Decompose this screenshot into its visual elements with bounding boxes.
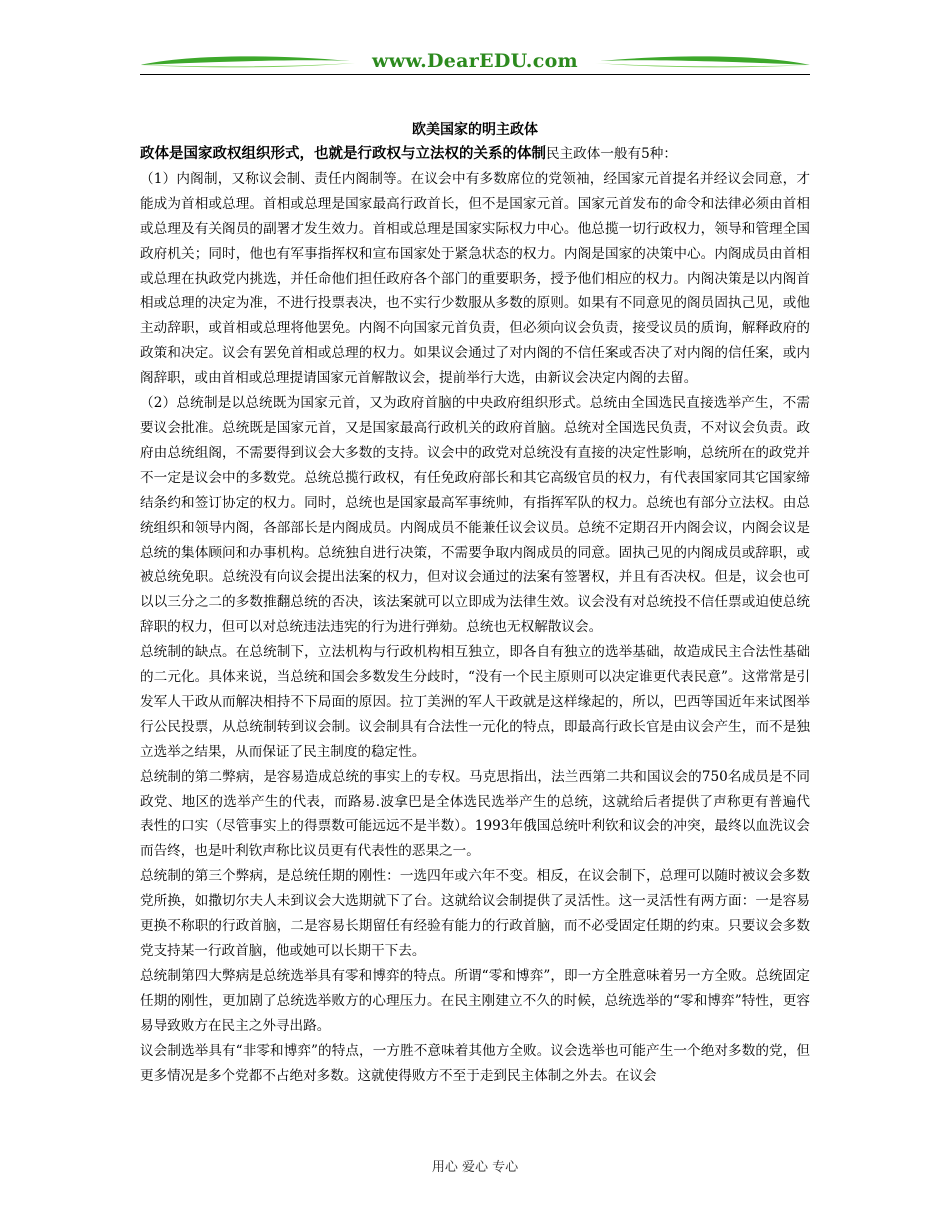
document-body: [140, 118, 810, 1088]
document-title: 欧美国家的明主政体: [412, 122, 538, 138]
header-divider: [140, 74, 810, 75]
paragraph-parliamentary-election: 议会制选举具有“非零和博弈”的特点，一方胜不意味着其他方全败。议会选举也可能产生一个绝对多数的党，但更多情况是多个党都不占绝对多数。这就使得败方不至于走到民主体制之外去。在议会: [140, 1042, 810, 1084]
site-header-banner: [140, 44, 810, 78]
paragraph-cabinet-system: （1）内阁制，又称议会制、责任内阁制等。在议会中有多数席位的党领袖，经国家元首提名并经议会同意，才能成为首相或总理。首相或总理是国家最高行政首长，但不是国家元首。国家元首发布的命令和法律必须由首相或总理及有关阁员的副署才发生效力。首相或总理是国家实际权力中心。他总揽一切行政权力，领导和管理全国政府机关；同时，他也有军事指挥权和宣布国家处于紧急状态的权力。内阁是国家的决策中心。内阁成员由首相或总理在执政党内挑选，并任命他们担任政府各个部门的重要职务，授予他们相应的权力。内阁决策是以内阁首相或总理的决定为准，不进行投票表决，也不实行少数服从多数的原则。如果有不同意见的阁员固执己见，或他主动辞职，或首相或总理将他罢免。内阁不向国家元首负责，但必须向议会负责，接受议员的质询，解释政府的政策和决定。议会有罢免首相或总理的权力。如果议会通过了对内阁的不信任案或否决了对内阁的信任案，或内阁辞职，或由首相或总理提请国家元首解散议会，提前举行大选，由新议会决定内阁的去留。: [140, 170, 810, 387]
lead-rest-text: 民主政体一般有5种：: [546, 146, 677, 162]
lead-bold-text: 政体是国家政权组织形式，也就是行政权与立法权的关系的体制: [140, 145, 546, 162]
paragraph-presidential-drawback-3: 总统制的第三个弊病，是总统任期的刚性：一选四年或六年不变。相反，在议会制下，总理可以随时被议会多数党所换，如撒切尔夫人未到议会大选期就下了台。这就给议会制提供了灵活性。这一灵活性有两方面：一是容易更换不称职的行政首脑，二是容易长期留任有经验有能力的行政首脑，而不必受固定任期的约束。只要议会多数党支持某一行政首脑，他或她可以长期干下去。: [140, 868, 810, 959]
site-logo-text[interactable]: www.DearEDU.com: [372, 50, 578, 72]
paragraph-presidential-drawback-4: 总统制第四大弊病是总统选举具有零和博弈的特点。所谓“零和博弈”，即一方全胜意味着另一方全败。总统固定任期的刚性，更加剧了总统选举败方的心理压力。在民主刚建立不久的时候，总统选举的“零和博弈”特性，更容易导致败方在民主之外寻出路。: [140, 967, 810, 1034]
paragraph-presidential-system: （2）总统制是以总统既为国家元首，又为政府首脑的中央政府组织形式。总统由全国选民直接选举产生，不需要议会批准。总统既是国家元首，又是国家最高行政机关的政府首脑。总统对全国选民负责，不对议会负责。政府由总统组阁，不需要得到议会大多数的支持。议会中的政党对总统没有直接的决定性影响，总统所在的政党并不一定是议会中的多数党。总统总揽行政权，有任免政府部长和其它高级官员的权力，有代表国家同其它国家缔结条约和签订协定的权力。同时，总统也是国家最高军事统帅，有指挥军队的权力。总统也有部分立法权。由总统组织和领导内阁，各部部长是内阁成员。内阁成员不能兼任议会议员。总统不定期召开内阁会议，内阁会议是总统的集体顾问和办事机构。总统独自进行决策，不需要争取内阁成员的同意。固执己见的内阁成员或辞职，或被总统免职。总统没有向议会提出法案的权力，但对议会通过的法案有签署权，并且有否决权。但是，议会也可以以三分之二的多数推翻总统的否决，该法案就可以立即成为法律生效。议会没有对总统投不信任票或迫使总统辞职的权力，但可以对总统违法违宪的行为进行弹劾。总统也无权解散议会。: [140, 395, 810, 636]
page-footer: 用心 爱心 专心: [431, 1160, 519, 1175]
paragraph-presidential-drawback-1: 总统制的缺点。在总统制下，立法机构与行政机构相互独立，即各自有独立的选举基础，故造成民主合法性基础的二元化。具体来说，当总统和国会多数发生分歧时，“没有一个民主原则可以决定谁更代表民意”。这常常是引发军人干政从而解决相持不下局面的原因。拉丁美洲的军人干政就是这样缘起的，所以，巴西等国近年来试图举行公民投票，从总统制转到议会制。议会制具有合法性一元化的特点，即最高行政长官是由议会产生，而不是独立选举之结果，从而保证了民主制度的稳定性。: [140, 644, 810, 760]
paragraph-presidential-drawback-2: 总统制的第二弊病，是容易造成总统的事实上的专权。马克思指出，法兰西第二共和国议会的750名成员是不同政党、地区的选举产生的代表，而路易.波拿巴是全体选民选举产生的总统，这就给后者提供了声称更有普遍代表性的口实（尽管事实上的得票数可能远远不是半数）。1993年俄国总统叶利钦和议会的冲突，最终以血洗议会而告终，也是叶利钦声称比议员更有代表性的恶果之一。: [140, 768, 810, 860]
lead-paragraph: [140, 142, 810, 167]
